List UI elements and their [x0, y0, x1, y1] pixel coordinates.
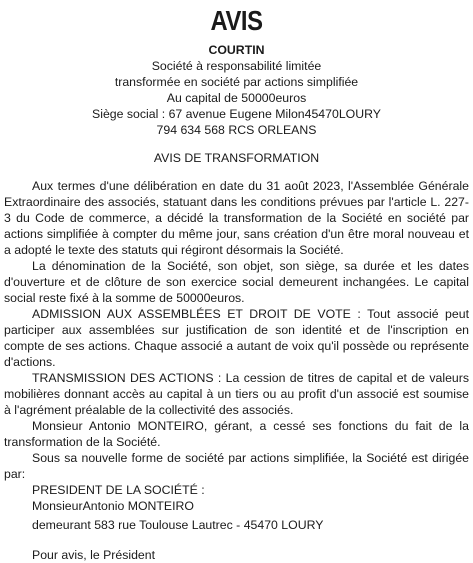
- company-name: COURTIN: [208, 43, 265, 57]
- company-capital: Au capital de 50000euros: [166, 91, 307, 105]
- paragraph-transmission: TRANSMISSION DES ACTIONS : La cession de titres de capital et de valeurs mobilières donnant accès au capital à un tiers ou au profit d'un associé est soumise à l'agrément préalable de la collectivité des associés.: [4, 371, 469, 417]
- company-header: [4, 42, 469, 138]
- company-rcs: 794 634 568 RCS ORLEANS: [156, 123, 317, 137]
- company-registered-office: Siège social : 67 avenue Eugene Milon45470LOURY: [92, 107, 381, 121]
- paragraph-unchanged-terms: La dénomination de la Société, son objet, son siège, sa durée et les dates d'ouverture et de clôture de son exercice social demeurent inchangées. Le capital social reste fixé à la somme de 50000euros.: [4, 259, 469, 305]
- paragraph-admission: ADMISSION AUX ASSEMBLÉES ET DROIT DE VOTE : Tout associé peut participer aux assemblées sur justification de son identité et de l'inscription en compte de ses actions. Chaque associé a autant de voix qu'il possède ou représente d'actions.: [4, 307, 469, 369]
- paragraph-manager-resignation: Monsieur Antonio MONTEIRO, gérant, a cessé ses fonctions du fait de la transformation de la Société.: [4, 419, 469, 449]
- paragraph-deliberation: Aux termes d'une délibération en date du 31 août 2023, l'Assemblée Générale Extraordinaire des associés, statuant dans les conditions prévues par l'article L. 227-3 du Code de commerce, a décidé la transformation de la Société en société par actions simplifiée à compter du même jour, sans création d'un être moral nouveau et a adopté le texte des statuts qui régiront désormais la Société.: [4, 179, 469, 257]
- paragraph-new-direction: Sous sa nouvelle forme de société par actions simplifiée, la Société est dirigée par:: [4, 451, 469, 481]
- notice-title: AVIS: [210, 5, 263, 36]
- signature: Pour avis, le Président: [32, 548, 156, 562]
- president-heading: PRESIDENT DE LA SOCIÉTÉ :: [32, 483, 205, 497]
- company-legal-form: Société à responsabilité limitée: [151, 59, 322, 73]
- section-title: AVIS DE TRANSFORMATION: [153, 151, 320, 165]
- company-transformation-line: transformée en société par actions simplifiée: [114, 75, 359, 89]
- president-address: demeurant 583 rue Toulouse Lautrec - 45470 LOURY: [32, 518, 324, 532]
- president-name: MonsieurAntonio MONTEIRO: [32, 499, 194, 513]
